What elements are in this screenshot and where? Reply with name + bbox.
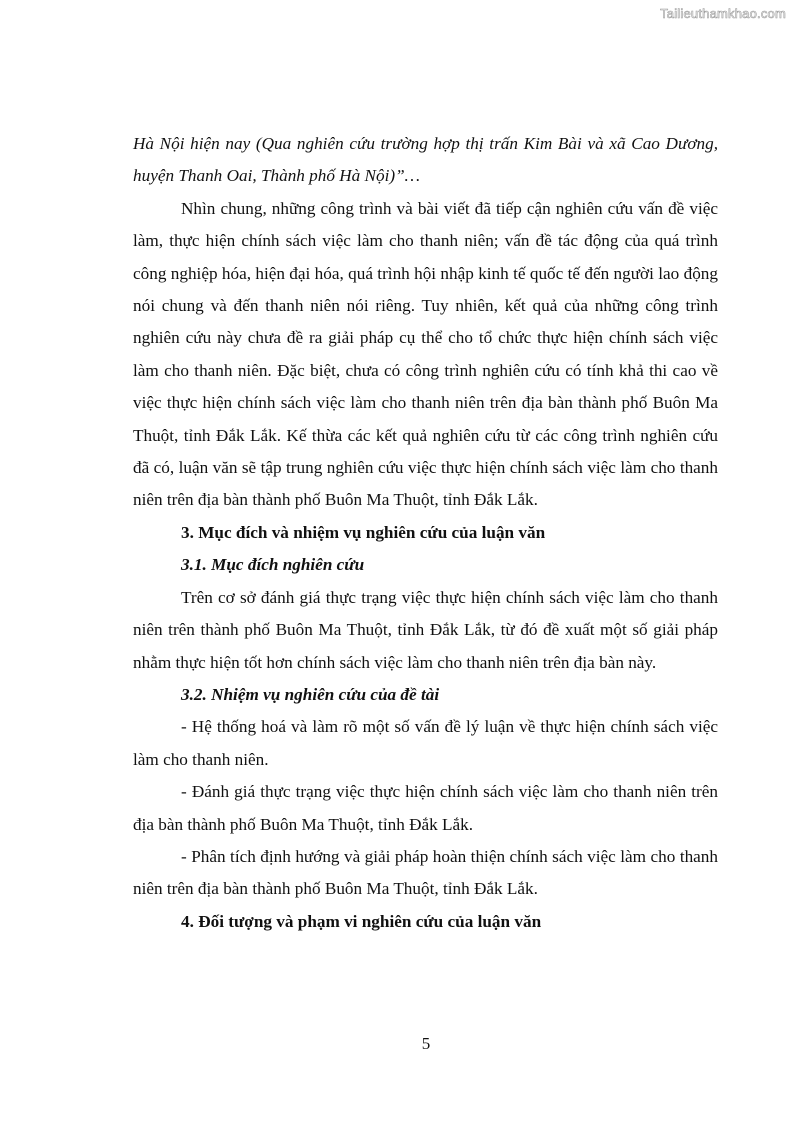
- paragraph-overview: Nhìn chung, những công trình và bài viết đã tiếp cận nghiên cứu vấn đề việc làm, thực hiện chính sách việc làm cho thanh niên; vấn đề tác động của quá trình công nghiệp hóa, hiện đại hóa, quá trình hội nhập kinh tế quốc tế đến người lao động nói chung và đến thanh niên nói riêng. Tuy nhiên, kết quả của những công trình nghiên cứu này chưa đề ra giải pháp cụ thể cho tổ chức thực hiện chính sách việc làm cho thanh niên. Đặc biệt, chưa có công trình nghiên cứu có tính khả thi cao về việc thực hiện chính sách việc làm cho thanh niên trên địa bàn thành phố Buôn Ma Thuột, tỉnh Đắk Lắk. Kế thừa các kết quả nghiên cứu từ các công trình nghiên cứu đã có, luận văn sẽ tập trung nghiên cứu việc thực hiện chính sách việc làm cho thanh niên trên địa bàn thành phố Buôn Ma Thuột, tỉnh Đắk Lắk.: [133, 198, 718, 510]
- watermark-text: Tailieuthamkhao.com: [660, 6, 786, 21]
- task-item-2: - Đánh giá thực trạng việc thực hiện chính sách việc làm cho thanh niên trên địa bàn thành phố Buôn Ma Thuột, tỉnh Đắk Lắk.: [133, 782, 718, 834]
- paragraph-purpose: Trên cơ sở đánh giá thực trạng việc thực hiện chính sách việc làm cho thanh niên trên thành phố Buôn Ma Thuột, tỉnh Đắk Lắk, từ đó đề xuất một số giải pháp nhằm thực hiện tốt hơn chính sách việc làm cho thanh niên trên địa bàn này.: [133, 587, 718, 672]
- paragraph-continuation: Hà Nội hiện nay (Qua nghiên cứu trường hợp thị trấn Kim Bài và xã Cao Dương, huyện Thanh Oai, Thành phố Hà Nội)”…: [133, 134, 718, 186]
- subsection-heading-3-2: 3.2. Nhiệm vụ nghiên cứu của đề tài: [181, 684, 440, 704]
- task-item-1: - Hệ thống hoá và làm rõ một số vấn đề lý luận về thực hiện chính sách việc làm cho thanh niên.: [133, 717, 718, 769]
- section-heading-4: 4. Đối tượng và phạm vi nghiên cứu của luận văn: [181, 911, 542, 931]
- document-body: [133, 128, 718, 938]
- section-heading-3: 3. Mục đích và nhiệm vụ nghiên cứu của luận văn: [181, 522, 546, 542]
- task-item-3: - Phân tích định hướng và giải pháp hoàn thiện chính sách việc làm cho thanh niên trên địa bàn thành phố Buôn Ma Thuột, tỉnh Đắk Lắk.: [133, 846, 718, 899]
- subsection-heading-3-1: 3.1. Mục đích nghiên cứu: [181, 555, 365, 575]
- page-number: 5: [421, 1034, 431, 1053]
